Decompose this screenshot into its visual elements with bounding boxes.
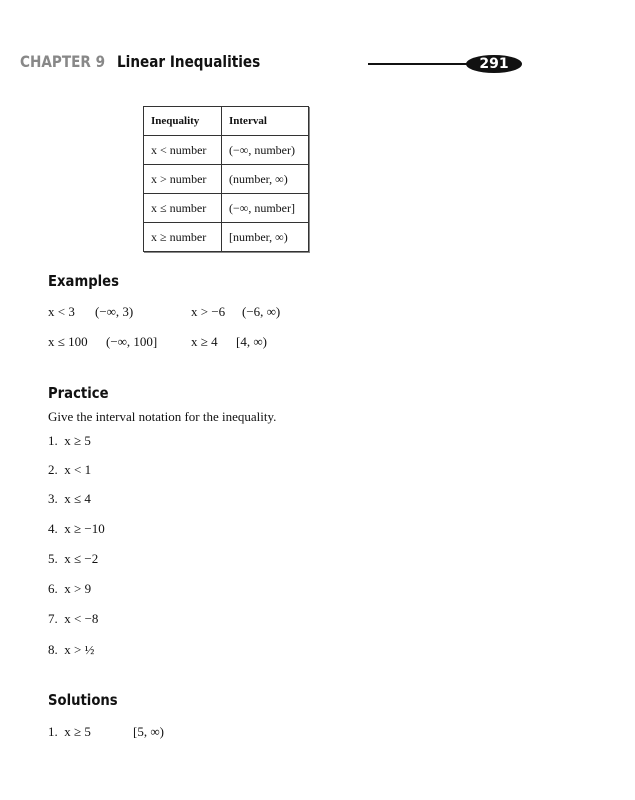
cell: (−∞, number) (222, 136, 309, 165)
practice-item: 7. x < −8 (48, 611, 99, 626)
table-row (144, 223, 309, 252)
example-interval: (−∞, 3) (95, 304, 134, 319)
cell: [number, ∞) (222, 223, 309, 252)
example-inequality: x > −6 (191, 304, 226, 319)
practice-heading: Practice (48, 384, 109, 402)
cell: x ≥ number (144, 223, 222, 252)
example-interval: (−6, ∞) (242, 304, 281, 319)
examples-heading: Examples (48, 272, 119, 290)
cell: x < number (144, 136, 222, 165)
solutions-heading: Solutions (48, 691, 118, 709)
example-inequality: x ≤ 100 (48, 334, 88, 349)
header-cell: Interval (222, 107, 309, 136)
header-cell: Inequality (144, 107, 222, 136)
example-inequality: x < 3 (48, 304, 75, 319)
cell: (number, ∞) (222, 165, 309, 194)
practice-item: 1. x ≥ 5 (48, 433, 91, 448)
table-row (144, 136, 309, 165)
cell: x > number (144, 165, 222, 194)
practice-item: 4. x ≥ −10 (48, 521, 105, 536)
example-interval: (−∞, 100] (106, 334, 158, 349)
practice-item: 6. x > 9 (48, 581, 92, 596)
practice-item: 2. x < 1 (48, 462, 92, 477)
table-row (144, 165, 309, 194)
practice-item: 8. x > ½ (48, 642, 95, 657)
practice-item: 5. x ≤ −2 (48, 551, 99, 566)
inequality-table (143, 106, 309, 252)
solution-answer: [5, ∞) (133, 724, 164, 739)
chapter-title: Linear Inequalities (116, 52, 261, 71)
example-interval: [4, ∞) (236, 334, 267, 349)
chapter-label: CHAPTER 9 (20, 52, 106, 71)
cell: (−∞, number] (222, 194, 309, 223)
table-header-row (144, 107, 309, 136)
solution-item: 1. x ≥ 5 (48, 724, 91, 739)
practice-instruction: Give the interval notation for the inequality. (48, 409, 277, 424)
table-row (144, 194, 309, 223)
cell: x ≤ number (144, 194, 222, 223)
practice-item: 3. x ≤ 4 (48, 491, 91, 506)
running-header (20, 52, 260, 71)
page-number: 291 (466, 55, 522, 73)
example-inequality: x ≥ 4 (191, 334, 218, 349)
